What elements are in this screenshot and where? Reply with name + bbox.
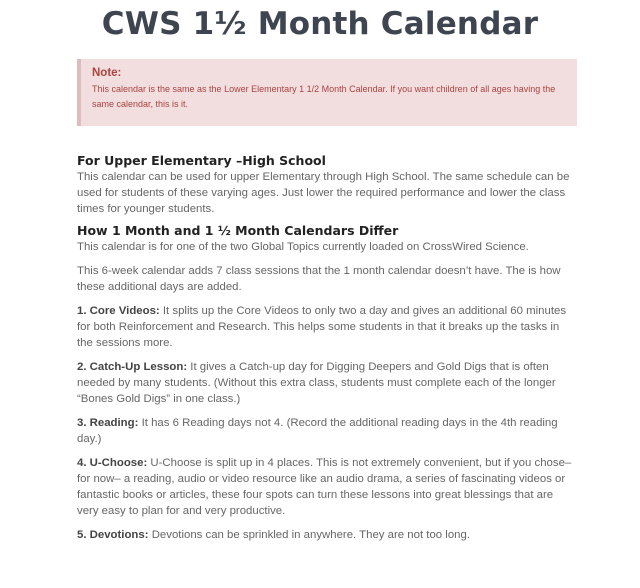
item-text: It splits up the Core Videos to only two a day and gives an additional 60 minutes for both Reinforcement and Research. This helps some students in that it breaks up the tasks in the sessions more. bbox=[77, 305, 567, 349]
list-item-reading bbox=[77, 415, 577, 447]
page-title: CWS 1½ Month Calendar bbox=[101, 6, 539, 42]
note-label: Note: bbox=[92, 67, 122, 79]
item-label: 2. Catch-Up Lesson: bbox=[77, 361, 188, 373]
note-text: This calendar is the same as the Lower Elementary 1 1/2 Month Calendar. If you want children of all ages having the same calendar, this is it. bbox=[92, 84, 556, 109]
item-label: 1. Core Videos: bbox=[77, 305, 160, 317]
paragraph-upper-elementary: This calendar can be used for upper Elementary through High School. The same schedule can be used for students of these varying ages. Just lower the required performance and lower the class times for younger students. bbox=[77, 171, 570, 215]
item-label: 5. Devotions: bbox=[77, 529, 149, 541]
list-item-u-choose bbox=[77, 455, 577, 519]
list-item-catch-up bbox=[77, 359, 577, 407]
list-item-devotions bbox=[77, 527, 577, 543]
item-label: 3. Reading: bbox=[77, 417, 139, 429]
list-item-core-videos bbox=[77, 303, 577, 351]
article-body bbox=[77, 153, 577, 543]
item-label: 4. U-Choose: bbox=[77, 457, 148, 469]
item-text: U-Choose is split up in 4 places. This is not extremely convenient, but if you chose–for now– a reading, audio or video resource like an audio drama, a series of fascinating videos or fantastic books or articles, these four spots can turn these lessons into great blessings that are very easy to plan for and very productive. bbox=[77, 457, 572, 517]
item-text: It has 6 Reading days not 4. (Record the additional reading days in the 4th reading day.) bbox=[77, 417, 558, 445]
paragraph-global-topics: This calendar is for one of the two Global Topics currently loaded on CrossWired Science. bbox=[77, 241, 529, 253]
paragraph-six-week: This 6-week calendar adds 7 class sessions that the 1 month calendar doesn’t have. The is how these additional days are added. bbox=[77, 265, 561, 293]
item-text: It gives a Catch-up day for Digging Deepers and Gold Digs that is often needed by many students. (Without this extra class, students must complete each of the longer “Bones Gold Digs” in one class.) bbox=[77, 361, 556, 405]
heading-upper-elementary: For Upper Elementary –High School bbox=[77, 153, 326, 168]
note-box bbox=[77, 59, 577, 126]
heading-calendars-differ: How 1 Month and 1 ½ Month Calendars Differ bbox=[77, 223, 399, 238]
item-text: Devotions can be sprinkled in anywhere. They are not too long. bbox=[148, 529, 470, 541]
